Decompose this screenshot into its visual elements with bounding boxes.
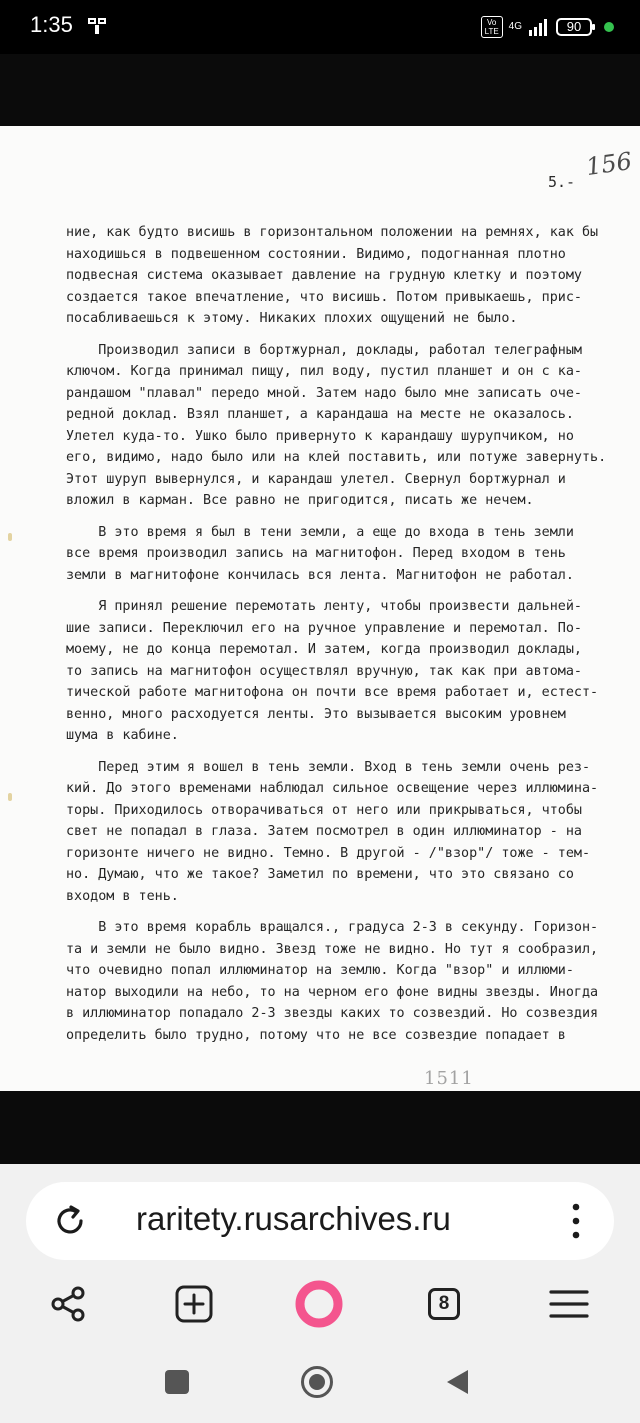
menu-button[interactable]	[539, 1274, 599, 1334]
home-button[interactable]	[287, 1352, 347, 1412]
menu-icon	[549, 1288, 589, 1320]
alice-assistant-icon	[294, 1279, 344, 1329]
typed-line: вложил в карман. Все равно не пригодится, писать же нечем.	[66, 493, 534, 508]
typed-line: входом в тень.	[66, 888, 179, 904]
status-indicators	[481, 14, 614, 40]
typed-line: Перед этим я вошел в тень земли. Вход в тень земли очень рез-	[66, 759, 591, 775]
browser-bar	[0, 1164, 640, 1423]
typed-line: Я принял решение перемотать ленту, чтобы произвести дальней-	[66, 599, 582, 614]
typed-line: ние, как будто висишь в горизонтальном положении на ремнях, как бы	[66, 225, 599, 240]
viewer-bottom-band	[0, 1091, 640, 1164]
viewer-top-band	[0, 54, 640, 126]
share-icon	[49, 1285, 87, 1323]
typed-line: находишься в подвешенном состоянии. Видимо, подогнанная плотно	[66, 246, 566, 262]
typed-line: горизонте ничего не видно. Темно. В другой - /"взор"/ тоже - тем-	[66, 845, 591, 861]
typed-line: рандашом "плавал" передо мной. Затем надо было мне записать оче-	[66, 385, 582, 401]
recent-apps-button[interactable]	[147, 1352, 207, 1412]
typed-line: венно, много расходуется ленты. Это вызывается высоким уровнем	[66, 706, 566, 722]
signal-icon	[528, 18, 550, 36]
typed-paragraph	[66, 757, 634, 908]
typed-line: определить было трудно, потому что не все созвездие попадает в	[66, 1027, 566, 1043]
url-text[interactable]: raritety.rusarchives.ru	[136, 1200, 451, 1237]
home-icon	[300, 1365, 334, 1399]
typed-paragraph	[66, 596, 634, 747]
back-button[interactable]	[427, 1352, 487, 1412]
alice-assistant-button[interactable]	[289, 1274, 349, 1334]
typed-line: что очевидно попал иллюминатор на землю. Когда "взор" и иллюми-	[66, 963, 574, 978]
typed-line: подвесная система оказывает давление на грудную клетку и поэтому	[66, 268, 582, 283]
typed-paragraph	[66, 917, 634, 1046]
network-type: 4G	[508, 21, 522, 32]
typed-line: В это время я был в тени земли, а еще до входа в тень земли	[66, 524, 574, 540]
typed-paragraph	[66, 522, 634, 587]
typed-line: тической работе магнитофона он почти все время работает и, естест-	[66, 685, 599, 700]
typed-line: редной доклад. Взял планшет, а карандаша на месте не оказалось.	[66, 407, 574, 422]
typed-line: натор выходили на небо, то на черном его фоне видны звезды. Иногда	[66, 984, 599, 1000]
typed-paragraph	[66, 340, 634, 512]
typed-line: Этот шуруп вывернулся, и карандаш улетел. Свернул бортжурнал и	[66, 471, 566, 487]
typed-line: торы. Приходилось отворачиваться от него или прикрываться, чтобы	[66, 802, 582, 818]
privacy-dot-icon	[604, 22, 614, 32]
address-bar[interactable]	[26, 1182, 614, 1260]
margin-mark	[8, 533, 12, 541]
system-nav-bar	[0, 1352, 640, 1412]
typed-line: его, видимо, надо было или на клей поставить, или потуже завернуть.	[66, 450, 607, 465]
typed-line: шума в кабине.	[66, 728, 179, 743]
reload-icon[interactable]	[50, 1201, 90, 1241]
typed-line: В это время корабль вращался., градуса 2-3 в секунду. Горизон-	[66, 920, 599, 935]
handwritten-page-number: 156	[584, 146, 634, 182]
battery-icon: 90	[556, 18, 592, 36]
tabs-count: 8	[428, 1288, 460, 1320]
browser-toolbar	[0, 1274, 640, 1334]
add-icon	[175, 1285, 213, 1323]
back-icon	[444, 1368, 470, 1396]
typed-line: свет не попадал в глаза. Затем посмотрел в один иллюминатор - на	[66, 824, 582, 839]
volte-icon: Vo LTE	[481, 16, 503, 38]
archive-stamp-number: 1511	[424, 1068, 474, 1089]
notification-icon	[87, 16, 107, 36]
page-number: 5.-	[548, 173, 576, 191]
typed-line: в иллюминатор попадало 2-3 звезды каких то созвездий. Но созвездия	[66, 1006, 599, 1021]
typed-line: то запись на магнитофон осуществлял вручную, так как при автома-	[66, 663, 582, 679]
tabs-button[interactable]	[414, 1274, 474, 1334]
share-button[interactable]	[38, 1274, 98, 1334]
typed-line: шие записи. Переключил его на ручное управление и перемотал. По-	[66, 620, 582, 636]
typed-line: та и земли не было видно. Звезд тоже не видно. Но тут я сообразил,	[66, 941, 599, 957]
typed-line: все время производил запись на магнитофон. Перед входом в тень	[66, 546, 566, 561]
typed-text	[66, 222, 634, 1056]
typed-line: моему, не до конца перемотал. И затем, когда производил доклады,	[66, 642, 582, 657]
margin-mark	[8, 793, 12, 801]
typed-line: посабливаешься к этому. Никаких плохих ощущений не было.	[66, 311, 518, 326]
new-tab-button[interactable]	[164, 1274, 224, 1334]
more-options-icon[interactable]	[572, 1203, 580, 1239]
typed-paragraph	[66, 222, 634, 330]
typed-line: создается такое впечатление, что висишь. Потом привыкаешь, прис-	[66, 289, 582, 305]
square-icon	[164, 1369, 190, 1395]
typed-line: ключом. Когда принимал пищу, пил воду, пустил планшет и он с ка-	[66, 364, 582, 379]
typed-line: но. Думаю, что же такое? Заметил по времени, что это связано со	[66, 867, 574, 882]
typed-line: Производил записи в бортжурнал, доклады, работал телеграфным	[66, 342, 582, 358]
typed-line: земли в магнитофоне кончилась вся лента. Магнитофон не работал.	[66, 567, 574, 583]
typed-line: Улетел куда-то. Ушко было привернуто к карандашу шурупчиком, но	[66, 428, 574, 444]
typed-line: кий. До этого временами наблюдал сильное освещение через иллюмина-	[66, 781, 599, 796]
status-bar	[0, 0, 640, 54]
status-time: 1:35	[30, 12, 73, 37]
